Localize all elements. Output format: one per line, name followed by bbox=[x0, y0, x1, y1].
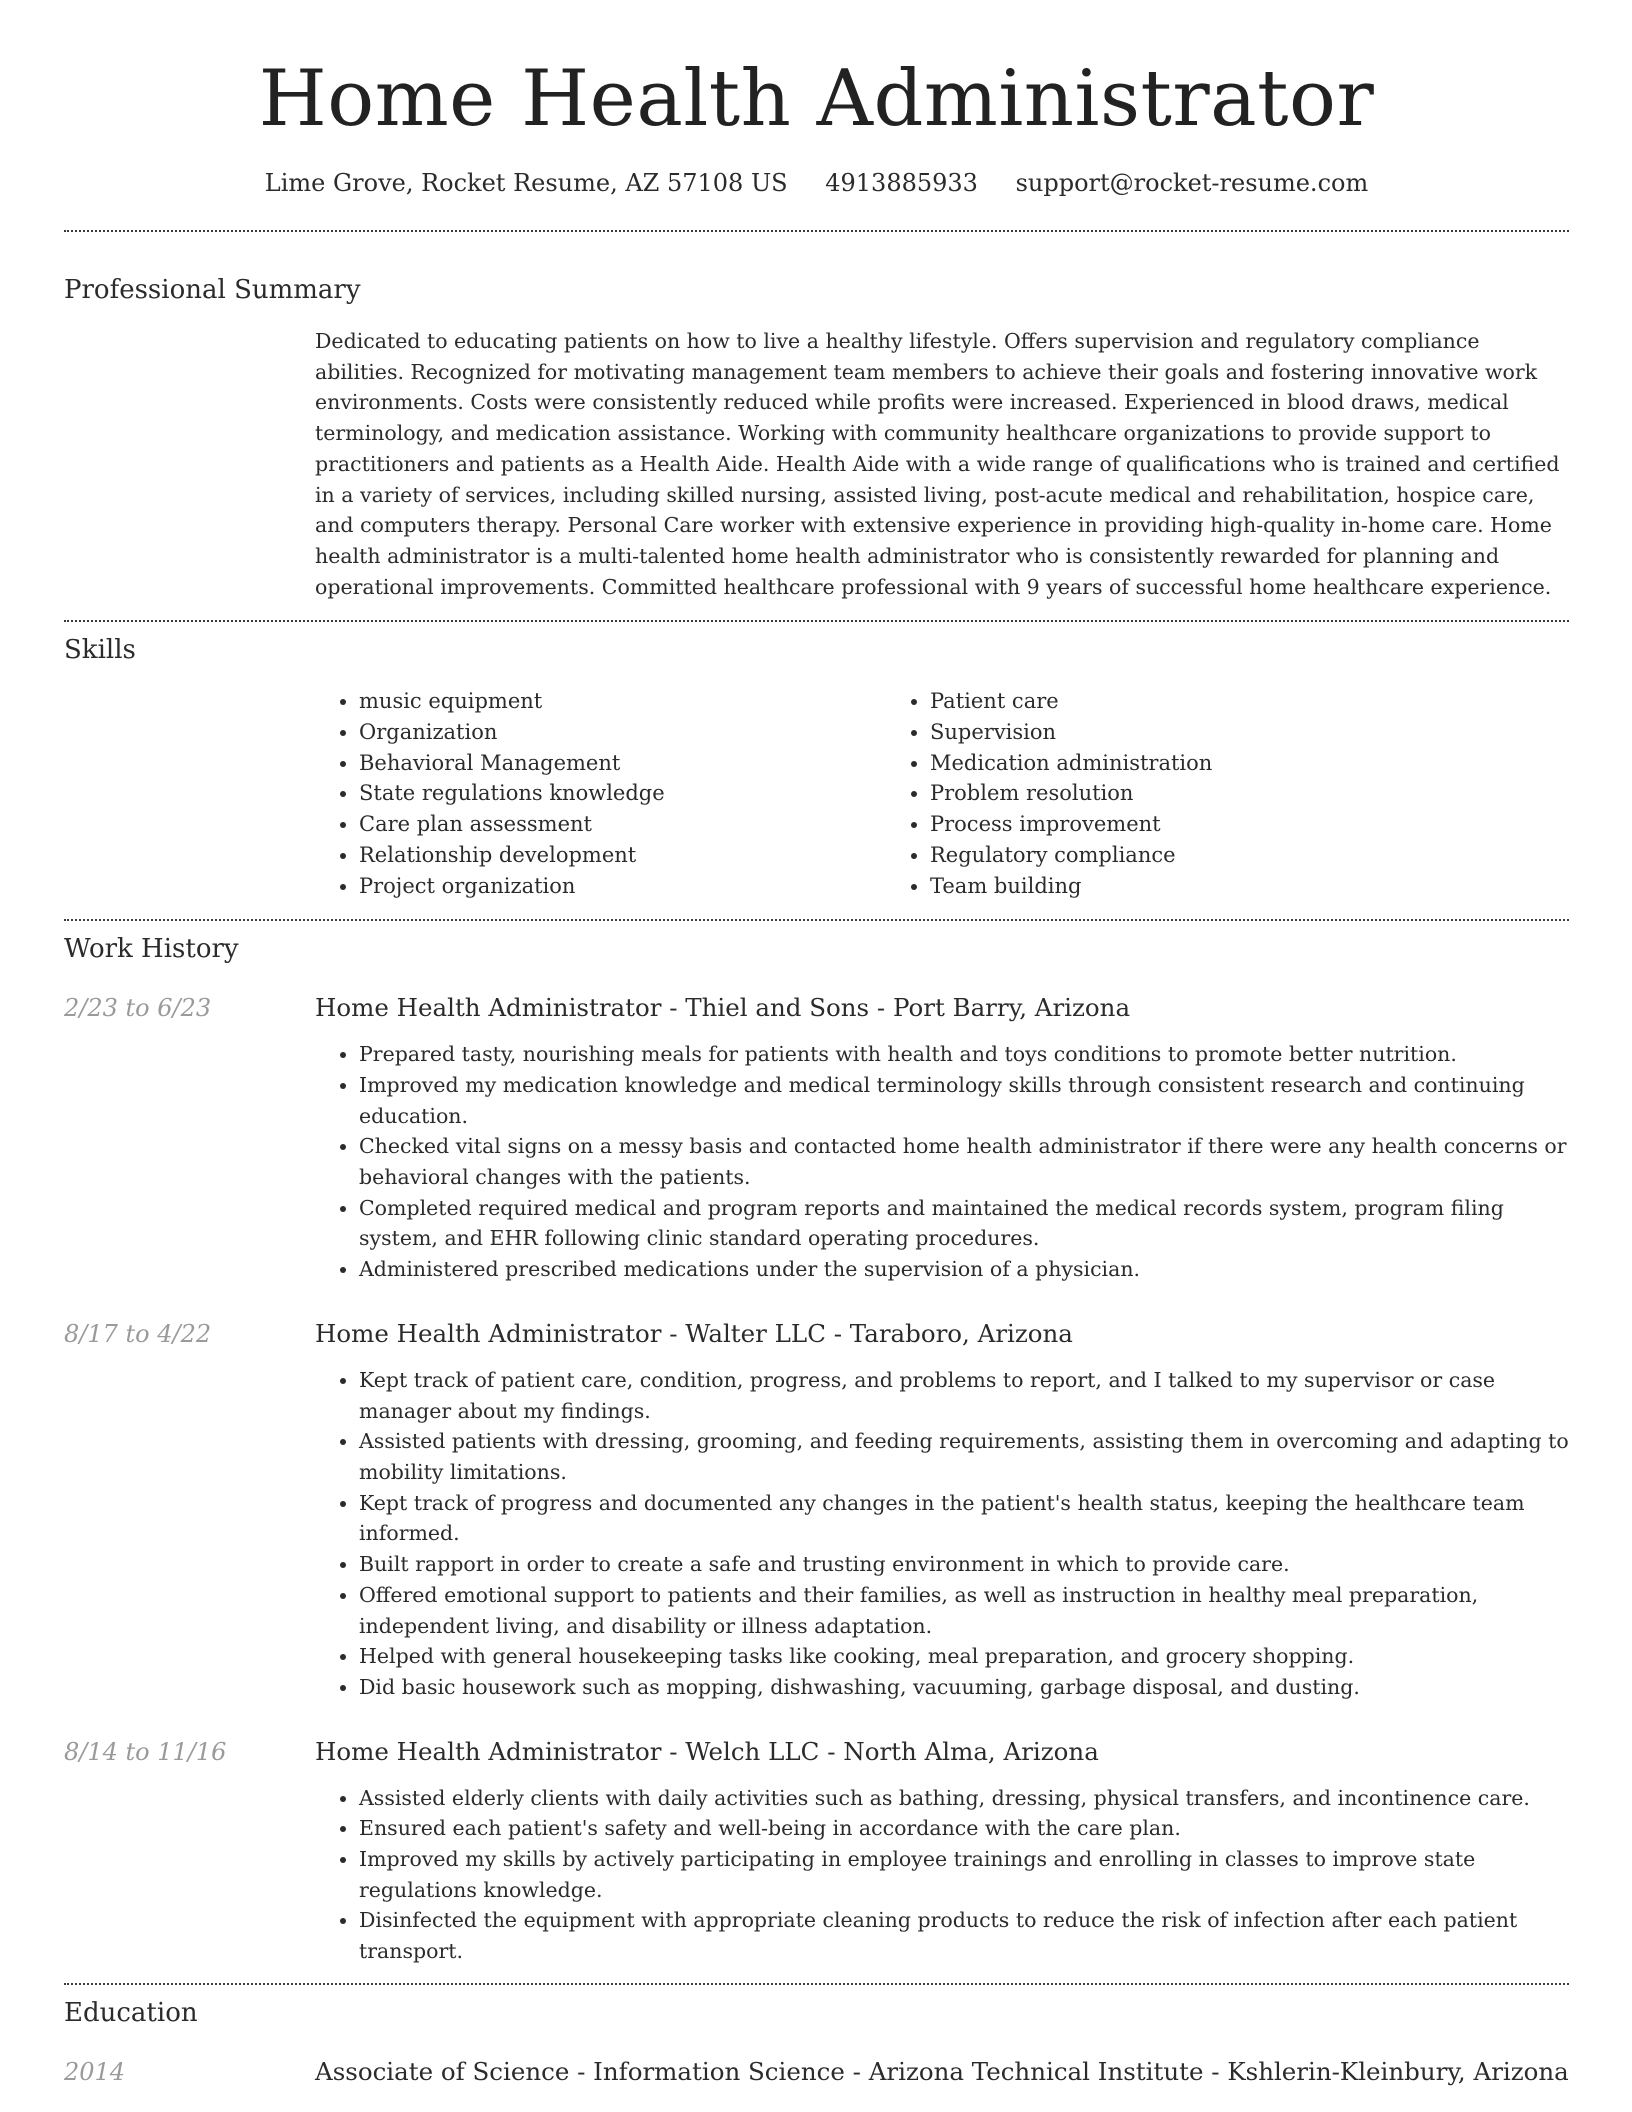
summary-title: Professional Summary bbox=[64, 275, 361, 305]
job-bullet: • Improved my medication knowledge and medical terminology skills through consistent research and continuing education. bbox=[359, 1070, 1569, 1131]
contact-phone: 4913885933 bbox=[825, 169, 978, 197]
education-title: Education bbox=[64, 1997, 198, 2028]
education-body bbox=[315, 2057, 1569, 2087]
job-entry bbox=[64, 1319, 1569, 1703]
job-dates: 8/14 to 11/16 bbox=[64, 1737, 227, 1766]
job-bullet: • Checked vital signs on a messy basis and contacted home health administrator if there were any health concerns or behavioral changes with the patients. bbox=[359, 1131, 1569, 1192]
skills-column-left bbox=[315, 686, 886, 901]
work-title: Work History bbox=[64, 934, 239, 965]
education-heading: Associate of Science - Information Science - Arizona Technical Institute - Kshlerin-Kleinbury, Arizona bbox=[315, 2056, 1569, 2086]
contact-address: Lime Grove, Rocket Resume, AZ 57108 US bbox=[264, 169, 788, 197]
job-bullet: • Ensured each patient's safety and well-being in accordance with the care plan. bbox=[359, 1813, 1569, 1844]
skill-item: • Regulatory compliance bbox=[930, 840, 1457, 871]
skill-item: • Patient care bbox=[930, 686, 1457, 717]
skills-title: Skills bbox=[64, 635, 136, 666]
job-entry bbox=[64, 1737, 1569, 1967]
job-body bbox=[315, 1319, 1569, 1703]
job-bullet: • Completed required medical and program reports and maintained the medical records system, program filing system, and EHR following clinic standard operating procedures. bbox=[359, 1193, 1569, 1254]
job-bullet: • Prepared tasty, nourishing meals for patients with health and toys conditions to promote better nutrition. bbox=[359, 1039, 1569, 1070]
divider bbox=[64, 919, 1569, 921]
job-heading: Home Health Administrator - Walter LLC - Taraboro, Arizona bbox=[315, 1318, 1073, 1348]
job-body bbox=[315, 1737, 1569, 1967]
skill-item: • Process improvement bbox=[930, 809, 1457, 840]
job-bullet: • Disinfected the equipment with appropriate cleaning products to reduce the risk of infection after each patient transport. bbox=[359, 1905, 1569, 1966]
skill-item: • Medication administration bbox=[930, 748, 1457, 779]
skills-column-right bbox=[886, 686, 1457, 901]
job-body bbox=[315, 993, 1569, 1285]
divider bbox=[64, 1983, 1569, 1985]
job-bullet: • Did basic housework such as mopping, dishwashing, vacuuming, garbage disposal, and dusting. bbox=[359, 1672, 1569, 1703]
education-date: 2014 bbox=[64, 2057, 126, 2086]
job-dates: 8/17 to 4/22 bbox=[64, 1319, 212, 1348]
divider bbox=[64, 230, 1569, 232]
skill-item: • music equipment bbox=[359, 686, 886, 717]
job-bullet: • Improved my skills by actively participating in employee trainings and enrolling in classes to improve state regulations knowledge. bbox=[359, 1844, 1569, 1905]
job-entry bbox=[64, 993, 1569, 1285]
skill-item: • Team building bbox=[930, 871, 1457, 902]
skills-list bbox=[315, 686, 1569, 901]
resume-page bbox=[64, 0, 1569, 2087]
job-bullets bbox=[315, 1039, 1569, 1285]
skill-item: • Behavioral Management bbox=[359, 748, 886, 779]
job-bullet: • Administered prescribed medications under the supervision of a physician. bbox=[359, 1254, 1569, 1285]
job-heading: Home Health Administrator - Thiel and Sons - Port Barry, Arizona bbox=[315, 993, 1131, 1023]
job-bullet: • Assisted elderly clients with daily activities such as bathing, dressing, physical transfers, and incontinence care. bbox=[359, 1783, 1569, 1814]
job-dates: 2/23 to 6/23 bbox=[64, 994, 212, 1023]
job-bullet: • Helped with general housekeeping tasks like cooking, meal preparation, and grocery shopping. bbox=[359, 1641, 1569, 1672]
job-bullet: • Offered emotional support to patients and their families, as well as instruction in healthy meal preparation, independent living, and disability or illness adaptation. bbox=[359, 1580, 1569, 1641]
contact-line bbox=[64, 168, 1569, 198]
job-bullet: • Assisted patients with dressing, grooming, and feeding requirements, assisting them in overcoming and adapting to mobility limitations. bbox=[359, 1426, 1569, 1487]
skill-item: • State regulations knowledge bbox=[359, 778, 886, 809]
education-entry bbox=[64, 2057, 1569, 2087]
skill-item: • Project organization bbox=[359, 871, 886, 902]
skill-item: • Care plan assessment bbox=[359, 809, 886, 840]
contact-email: support@rocket-resume.com bbox=[1015, 169, 1369, 197]
skill-item: • Relationship development bbox=[359, 840, 886, 871]
job-bullets bbox=[315, 1783, 1569, 1967]
job-bullet: • Kept track of progress and documented any changes in the patient's health status, keeping the healthcare team informed. bbox=[359, 1488, 1569, 1549]
divider bbox=[64, 620, 1569, 622]
job-bullets bbox=[315, 1365, 1569, 1703]
skill-item: • Organization bbox=[359, 717, 886, 748]
skill-item: • Supervision bbox=[930, 717, 1457, 748]
skill-item: • Problem resolution bbox=[930, 778, 1457, 809]
job-heading: Home Health Administrator - Welch LLC - North Alma, Arizona bbox=[315, 1736, 1099, 1766]
job-bullet: • Built rapport in order to create a safe and trusting environment in which to provide care. bbox=[359, 1549, 1569, 1580]
job-bullet: • Kept track of patient care, condition, progress, and problems to report, and I talked to my supervisor or case manager about my findings. bbox=[359, 1365, 1569, 1426]
resume-name: Home Health Administrator bbox=[258, 54, 1375, 144]
summary-text: Dedicated to educating patients on how to live a healthy lifestyle. Offers supervision and regulatory compliance abilities. Recognized for motivating management team members to achieve their goals and fostering innovative work environments. Costs were consistently reduced while profits were increased. Experienced in blood draws, medical terminology, and medication assistance. Working with community healthcare organizations to provide support to practitioners and patients as a Health Aide. Health Aide with a wide range of qualifications who is trained and certified in a variety of services, including skilled nursing, assisted living, post-acute medical and rehabilitation, hospice care, and computers therapy. Personal Care worker with extensive experience in providing high-quality in-home care. Home health administrator is a multi-talented home health administrator who is consistently rewarded for planning and operational improvements. Committed healthcare professional with 9 years of successful home healthcare experience. bbox=[315, 329, 1560, 599]
